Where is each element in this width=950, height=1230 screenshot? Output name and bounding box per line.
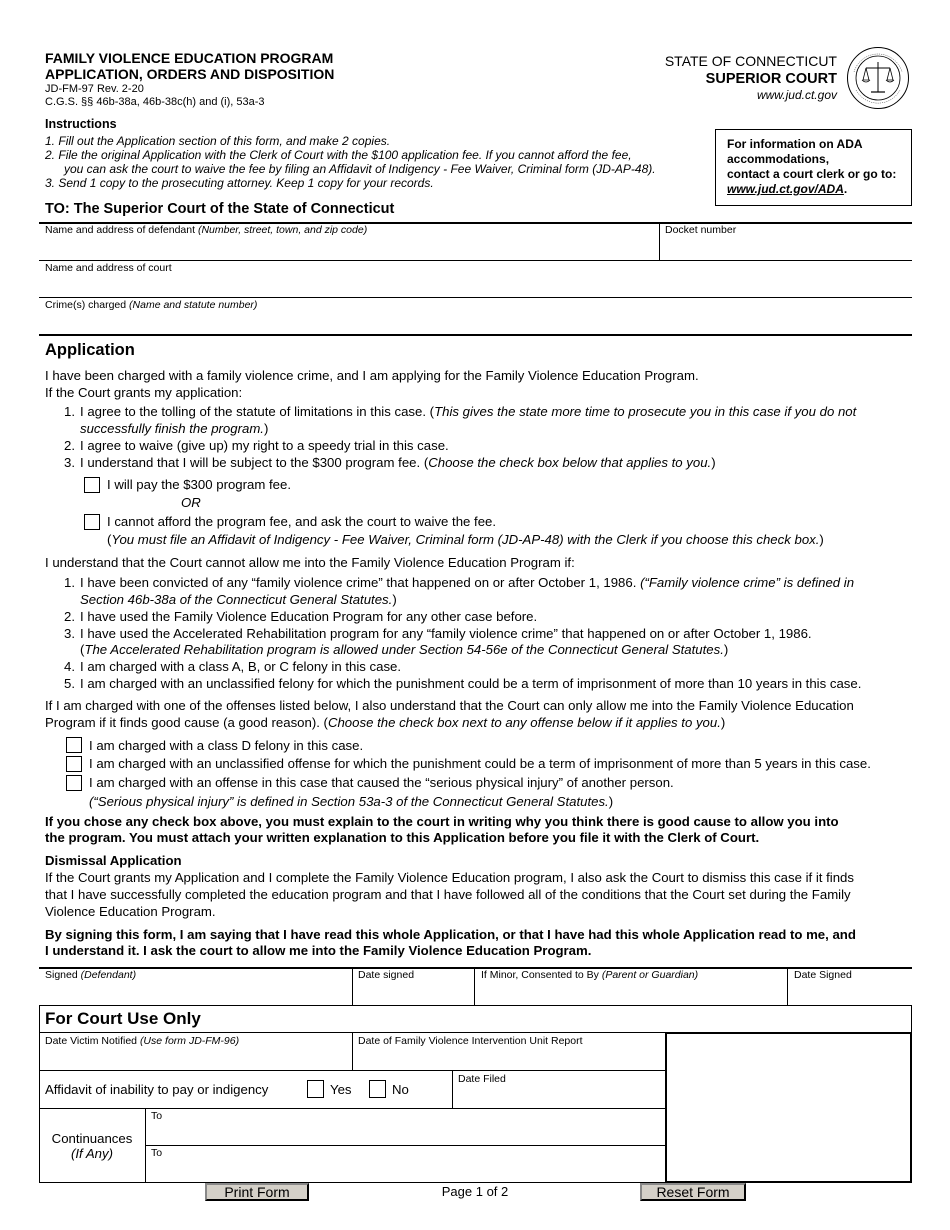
waive-fee-note: (You must file an Affidavit of Indigency - Fee Waiver, Criminal form (JD-AP-48) with the Clerk if you choose this check box.) bbox=[107, 532, 824, 547]
continuance-to-field-1[interactable] bbox=[151, 1122, 659, 1144]
signing-line2: I understand it. I ask the court to allow me into the Family Violence Education Program. bbox=[45, 943, 592, 958]
defendant-signature-field[interactable] bbox=[45, 982, 345, 1004]
waive-fee-checkbox[interactable] bbox=[84, 514, 100, 530]
affidavit-no-label: No bbox=[392, 1082, 409, 1097]
form-id: JD-FM-97 Rev. 2-20 bbox=[45, 83, 144, 95]
fviu-report-label: Date of Family Violence Intervention Unit Report bbox=[358, 1035, 583, 1047]
court-name: SUPERIOR COURT bbox=[705, 71, 837, 87]
victim-notified-label: Date Victim Notified (Use form JD-FM-96) bbox=[45, 1035, 240, 1047]
date-signed-field[interactable] bbox=[358, 982, 468, 1004]
form-title-line2: APPLICATION, ORDERS AND DISPOSITION bbox=[45, 66, 335, 82]
continuance-to-field-2[interactable] bbox=[151, 1159, 659, 1181]
signed-label: Signed (Defendant) bbox=[45, 969, 137, 981]
court-use-heading: For Court Use Only bbox=[45, 1009, 201, 1028]
class-d-felony-label: I am charged with a class D felony in this case. bbox=[89, 738, 364, 753]
or-text: OR bbox=[181, 495, 201, 510]
defendant-label: Name and address of defendant (Number, street, town, and zip code) bbox=[45, 224, 368, 236]
defendant-input[interactable] bbox=[45, 238, 653, 260]
ada-link[interactable]: www.jud.ct.gov/ADA bbox=[727, 182, 844, 196]
court-stamp-area bbox=[665, 1032, 912, 1183]
waive-fee-label: I cannot afford the program fee, and ask the court to waive the fee. bbox=[107, 514, 497, 529]
class-d-felony-checkbox[interactable] bbox=[66, 737, 82, 753]
instruction-num: 3. bbox=[45, 176, 56, 190]
serious-injury-checkbox[interactable] bbox=[66, 775, 82, 791]
fviu-report-field[interactable] bbox=[358, 1048, 658, 1068]
crime-input[interactable] bbox=[45, 313, 905, 333]
serious-injury-label: I am charged with an offense in this case that caused the “serious physical injury” of another person. bbox=[89, 775, 674, 790]
date-filed-field[interactable] bbox=[458, 1086, 658, 1106]
instructions-list bbox=[45, 134, 725, 190]
print-form-button[interactable]: Print Form bbox=[205, 1183, 309, 1201]
intro-line1: I have been charged with a family violence crime, and I am applying for the Family Violence Education Program. bbox=[45, 368, 699, 383]
connecticut-judicial-seal-icon bbox=[846, 46, 910, 110]
dismissal-line1: If the Court grants my Application and I complete the Family Violence Education program, I also ask the Court to dismiss this case if it finds bbox=[45, 870, 854, 885]
guardian-signature-field[interactable] bbox=[481, 982, 781, 1004]
cannot-intro: I understand that the Court cannot allow me into the Family Violence Education Program if: bbox=[45, 555, 575, 570]
pay-fee-checkbox[interactable] bbox=[84, 477, 100, 493]
pay-fee-label: I will pay the $300 program fee. bbox=[107, 477, 291, 492]
explain-line2: the program. You must attach your written explanation to this Application before you file it with the Clerk of Court. bbox=[45, 830, 760, 845]
docket-label: Docket number bbox=[665, 224, 737, 236]
date-signed2-label: Date Signed bbox=[794, 969, 852, 981]
condition-4: I am charged with a class A, B, or C felony in this case. bbox=[80, 659, 402, 674]
affidavit-yes-label: Yes bbox=[330, 1082, 352, 1097]
condition-1-cont: Section 46b-38a of the Connecticut General Statutes.) bbox=[80, 592, 397, 607]
instruction-num: 1. bbox=[45, 134, 56, 148]
form-title-line1: FAMILY VIOLENCE EDUCATION PROGRAM bbox=[45, 50, 334, 66]
good-cause-line1: If I am charged with one of the offenses listed below, I also understand that the Court can only allow me into the Family Violence Education bbox=[45, 698, 854, 713]
ada-period: . bbox=[843, 182, 848, 196]
docket-input[interactable] bbox=[665, 238, 907, 260]
to-heading: TO: The Superior Court of the State of Connecticut bbox=[45, 201, 395, 217]
reset-form-button[interactable]: Reset Form bbox=[640, 1183, 746, 1201]
good-cause-line2: Program if it finds good cause (a good reason). (Choose the check box next to any offense below if it applies to you.) bbox=[45, 715, 726, 730]
condition-1: I have been convicted of any “family violence crime” that happened on or after October 1, 1986. (“Family violence crime” is defined in bbox=[80, 575, 855, 590]
ada-box bbox=[715, 129, 912, 206]
continuances-label: Continuances bbox=[51, 1131, 133, 1146]
condition-3-cont: (The Accelerated Rehabilitation program is allowed under Section 54-56e of the Connecticut General Statutes.) bbox=[80, 642, 729, 657]
agreement-3: I understand that I will be subject to the $300 program fee. (Choose the check box below that applies to you.) bbox=[80, 455, 716, 470]
instruction-text: Fill out the Application section of this form, and make 2 copies. bbox=[58, 134, 391, 148]
statutes: C.G.S. §§ 46b-38a, 46b-38c(h) and (i), 53a-3 bbox=[45, 96, 265, 108]
agreement-1: I agree to the tolling of the statute of limitations in this case. (This gives the state more time to prosecute you in this case if you do not bbox=[80, 404, 857, 419]
date-signed2-field[interactable] bbox=[794, 982, 906, 1004]
unclassified-offense-checkbox[interactable] bbox=[66, 756, 82, 772]
affidavit-label: Affidavit of inability to pay or indigency bbox=[45, 1082, 269, 1097]
court-address-label: Name and address of court bbox=[45, 262, 172, 274]
website: www.jud.ct.gov bbox=[756, 88, 837, 102]
instructions-heading: Instructions bbox=[45, 117, 117, 131]
date-signed-label: Date signed bbox=[358, 969, 415, 981]
instruction-num: 2. bbox=[45, 148, 56, 162]
condition-3: I have used the Accelerated Rehabilitation program for any “family violence crime” that happened on or after October 1, 1986. bbox=[80, 626, 812, 641]
victim-notified-field[interactable] bbox=[45, 1048, 345, 1068]
explain-line1: If you chose any check box above, you must explain to the court in writing why you think there is good cause to allow you into bbox=[45, 814, 839, 829]
instruction-text: you can ask the court to waive the fee by filing an Affidavit of Indigency - Fee Waiver, Criminal form (JD-AP-48). bbox=[64, 162, 656, 176]
dismissal-line2: that I have successfully completed the education program and that I have followed all of the conditions that the Court set during the Family bbox=[45, 887, 851, 902]
state-name: STATE OF CONNECTICUT bbox=[664, 53, 837, 69]
condition-2: I have used the Family Violence Education Program for any other case before. bbox=[80, 609, 538, 624]
signing-line1: By signing this form, I am saying that I have read this whole Application, or that I have had this whole Application read to me, and bbox=[45, 927, 856, 942]
unclassified-offense-label: I am charged with an unclassified offense for which the punishment could be a term of imprisonment of more than 5 years in this case. bbox=[89, 756, 871, 771]
continuance-to-label-2: To bbox=[151, 1147, 163, 1159]
agreement-1-cont: successfully finish the program.) bbox=[80, 421, 269, 436]
continuance-to-label-1: To bbox=[151, 1110, 163, 1122]
instruction-text: Send 1 copy to the prosecuting attorney. Keep 1 copy for your records. bbox=[58, 176, 434, 190]
page-number: Page 1 of 2 bbox=[441, 1184, 509, 1199]
serious-injury-note: (“Serious physical injury” is defined in Section 53a-3 of the Connecticut General Statutes.) bbox=[89, 794, 614, 809]
agreement-2: I agree to waive (give up) my right to a speedy trial in this case. bbox=[80, 438, 449, 453]
affidavit-yes-checkbox[interactable] bbox=[307, 1080, 324, 1098]
application-heading: Application bbox=[45, 341, 135, 359]
minor-consent-label: If Minor, Consented to By (Parent or Guardian) bbox=[481, 969, 699, 981]
instruction-text: File the original Application with the Clerk of Court with the $100 application fee. If you cannot afford the fee, bbox=[58, 148, 632, 162]
ada-line3: contact a court clerk or go to: bbox=[727, 167, 897, 181]
intro-line2: If the Court grants my application: bbox=[45, 385, 243, 400]
dismissal-line3: Violence Education Program. bbox=[45, 904, 216, 919]
date-filed-label: Date Filed bbox=[458, 1073, 506, 1085]
dismissal-heading: Dismissal Application bbox=[45, 853, 182, 868]
condition-5: I am charged with an unclassified felony for which the punishment could be a term of imprisonment of more than 10 years in this case. bbox=[80, 676, 862, 691]
crime-label: Crime(s) charged (Name and statute number) bbox=[45, 299, 258, 311]
ada-line2: accommodations, bbox=[727, 152, 830, 166]
continuances-if-any: (If Any) bbox=[70, 1146, 113, 1161]
court-address-input[interactable] bbox=[45, 276, 905, 298]
affidavit-no-checkbox[interactable] bbox=[369, 1080, 386, 1098]
ada-line1: For information on ADA bbox=[727, 137, 863, 151]
